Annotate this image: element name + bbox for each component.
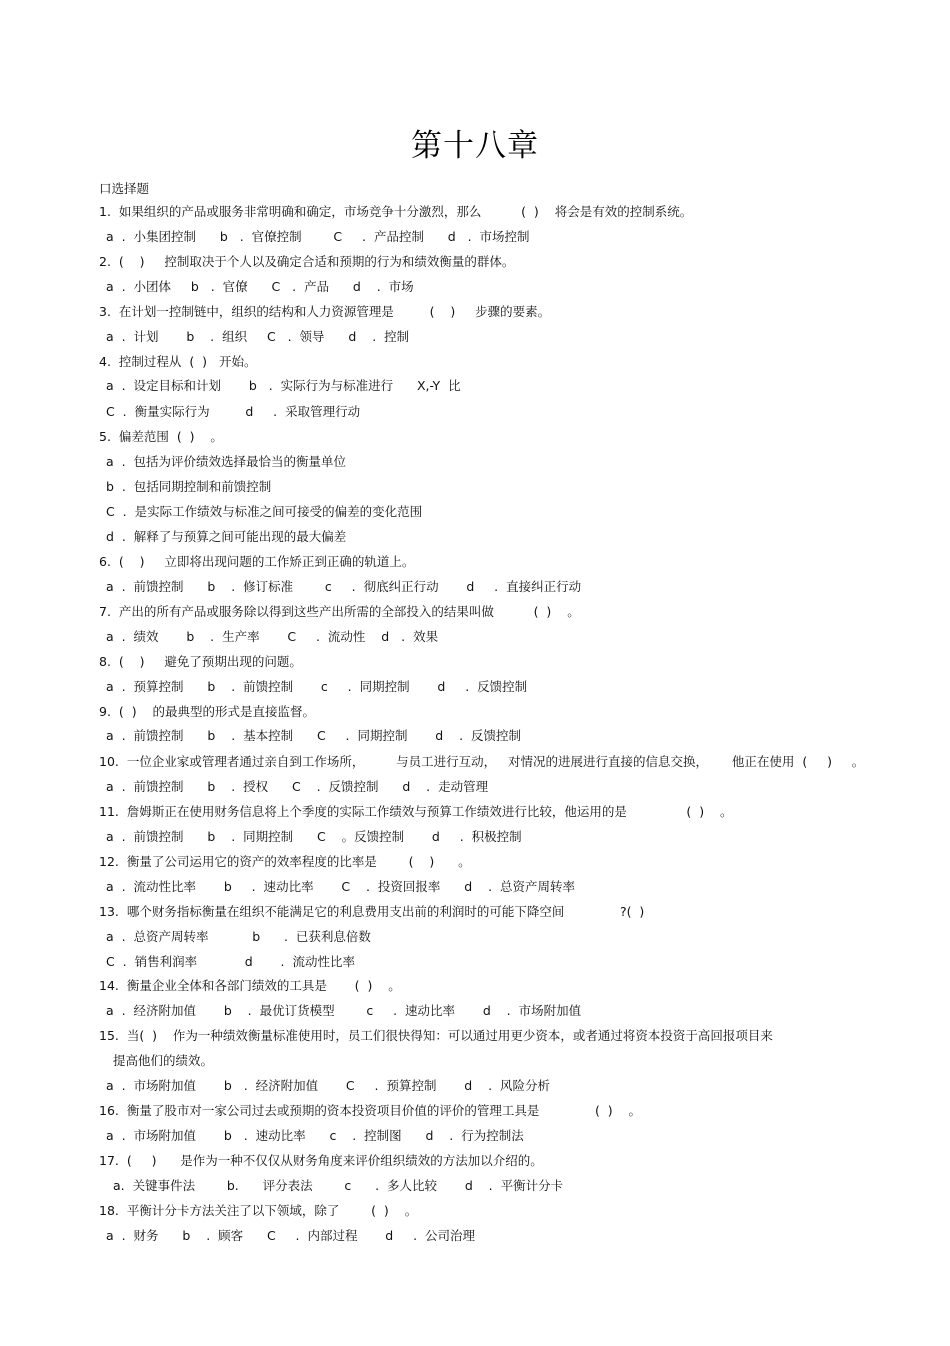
question-text: 11. 詹姆斯正在使用财务信息将上个季度的实际工作绩效与预算工作绩效进行比较，他运用的是 ( ) 。 bbox=[99, 804, 733, 819]
answer-options: a . 前馈控制 b . 修订标准 c . 彻底纠正行动 d . 直接纠正行动 bbox=[106, 579, 582, 594]
question-text: 16. 衡量了股市对一家公司过去或预期的资本投资项目价值的评价的管理工具是 ( ) 。 bbox=[99, 1103, 642, 1118]
answer-options: a . 前馈控制 b . 同期控制 C 。反馈控制 d . 积极控制 bbox=[106, 829, 522, 844]
question-text: 8. ( ) 避免了预期出现的问题。 bbox=[99, 654, 302, 669]
question-text: 15. 当( ) 作为一种绩效衡量标准使用时，员工们很快得知：可以通过用更少资本，或者通过将资本投资于高回报项目来 bbox=[99, 1028, 773, 1043]
answer-options: a . 包括为评价绩效选择最恰当的衡量单位 bbox=[106, 454, 347, 469]
answer-options: a . 小团体 b . 官僚 C . 产品 d . 市场 bbox=[106, 279, 414, 294]
answer-options: a . 经济附加值 b . 最优订货模型 c . 速动比率 d . 市场附加值 bbox=[106, 1003, 582, 1018]
question-text: 18. 平衡计分卡方法关注了以下领域，除了 ( ) 。 bbox=[99, 1203, 418, 1218]
question-text: 4. 控制过程从 ( ) 开始。 bbox=[99, 354, 257, 369]
answer-options: 提高他们的绩效。 bbox=[113, 1053, 214, 1068]
answer-options: C . 衡量实际行为 d . 采取管理行动 bbox=[106, 404, 361, 419]
answer-options: a . 市场附加值 b . 经济附加值 C . 预算控制 d . 风险分析 bbox=[106, 1078, 551, 1093]
answer-options: a . 前馈控制 b . 基本控制 C . 同期控制 d . 反馈控制 bbox=[106, 728, 522, 743]
answer-options: a . 设定目标和计划 b . 实际行为与标准进行 X,-Y 比 bbox=[106, 378, 461, 393]
question-text: 2. ( ) 控制取决于个人以及确定合适和预期的行为和绩效衡量的群体。 bbox=[99, 254, 515, 269]
question-text: 13. 哪个财务指标衡量在组织不能满足它的利息费用支出前的利润时的可能下降空间 ?( ) bbox=[99, 904, 645, 919]
question-text: 10. 一位企业家或管理者通过亲自到工作场所， 与员工进行互动， 对情况的进展进行直接的信息交换， 他正在使用 ( ) 。 bbox=[99, 754, 865, 769]
answer-options: a . 预算控制 b . 前馈控制 c . 同期控制 d . 反馈控制 bbox=[106, 679, 528, 694]
question-text: 9. ( ) 的最典型的形式是直接监督。 bbox=[99, 704, 315, 719]
answer-options: a . 前馈控制 b . 授权 C . 反馈控制 d . 走动管理 bbox=[106, 779, 489, 794]
question-text: 6. ( ) 立即将出现问题的工作矫正到正确的轨道上。 bbox=[99, 554, 415, 569]
answer-options: a. 关键事件法 b. 评分表法 c . 多人比较 d . 平衡计分卡 bbox=[113, 1178, 564, 1193]
answer-options: C . 销售利润率 d . 流动性比率 bbox=[106, 954, 355, 969]
answer-options: C . 是实际工作绩效与标准之间可接受的偏差的变化范围 bbox=[106, 504, 423, 519]
answer-options: a . 计划 b . 组织 C . 领导 d . 控制 bbox=[106, 329, 410, 344]
section-heading: 口选择题 bbox=[99, 181, 150, 196]
answer-options: a . 流动性比率 b . 速动比率 C . 投资回报率 d . 总资产周转率 bbox=[106, 879, 576, 894]
page-title: 第十八章 bbox=[411, 128, 539, 164]
question-text: 12. 衡量了公司运用它的资产的效率程度的比率是 ( ) 。 bbox=[99, 854, 471, 869]
answer-options: a . 小集团控制 b . 官僚控制 C . 产品控制 d . 市场控制 bbox=[106, 229, 530, 244]
question-text: 5. 偏差范围 ( ) 。 bbox=[99, 429, 223, 444]
answer-options: a . 总资产周转率 b . 已获利息倍数 bbox=[106, 929, 371, 944]
question-text: 14. 衡量企业全体和各部门绩效的工具是 ( ) 。 bbox=[99, 978, 401, 993]
question-text: 1. 如果组织的产品或服务非常明确和确定，市场竞争十分激烈，那么 ( ) 将会是有效的控制系统。 bbox=[99, 204, 693, 219]
answer-options: a . 绩效 b . 生产率 C . 流动性 d . 效果 bbox=[106, 629, 439, 644]
question-text: 7. 产出的所有产品或服务除以得到这些产出所需的全部投入的结果叫做 ( ) 。 bbox=[99, 604, 580, 619]
answer-options: b . 包括同期控制和前馈控制 bbox=[106, 479, 272, 494]
answer-options: a . 财务 b . 顾客 C . 内部过程 d . 公司治理 bbox=[106, 1228, 476, 1243]
answer-options: d . 解释了与预算之间可能出现的最大偏差 bbox=[106, 529, 347, 544]
question-text: 3. 在计划一控制链中，组织的结构和人力资源管理是 ( ) 步骤的要素。 bbox=[99, 304, 551, 319]
answer-options: a . 市场附加值 b . 速动比率 c . 控制图 d . 行为控制法 bbox=[106, 1128, 524, 1143]
question-text: 17. ( ) 是作为一种不仅仅从财务角度来评价组织绩效的方法加以介绍的。 bbox=[99, 1153, 543, 1168]
